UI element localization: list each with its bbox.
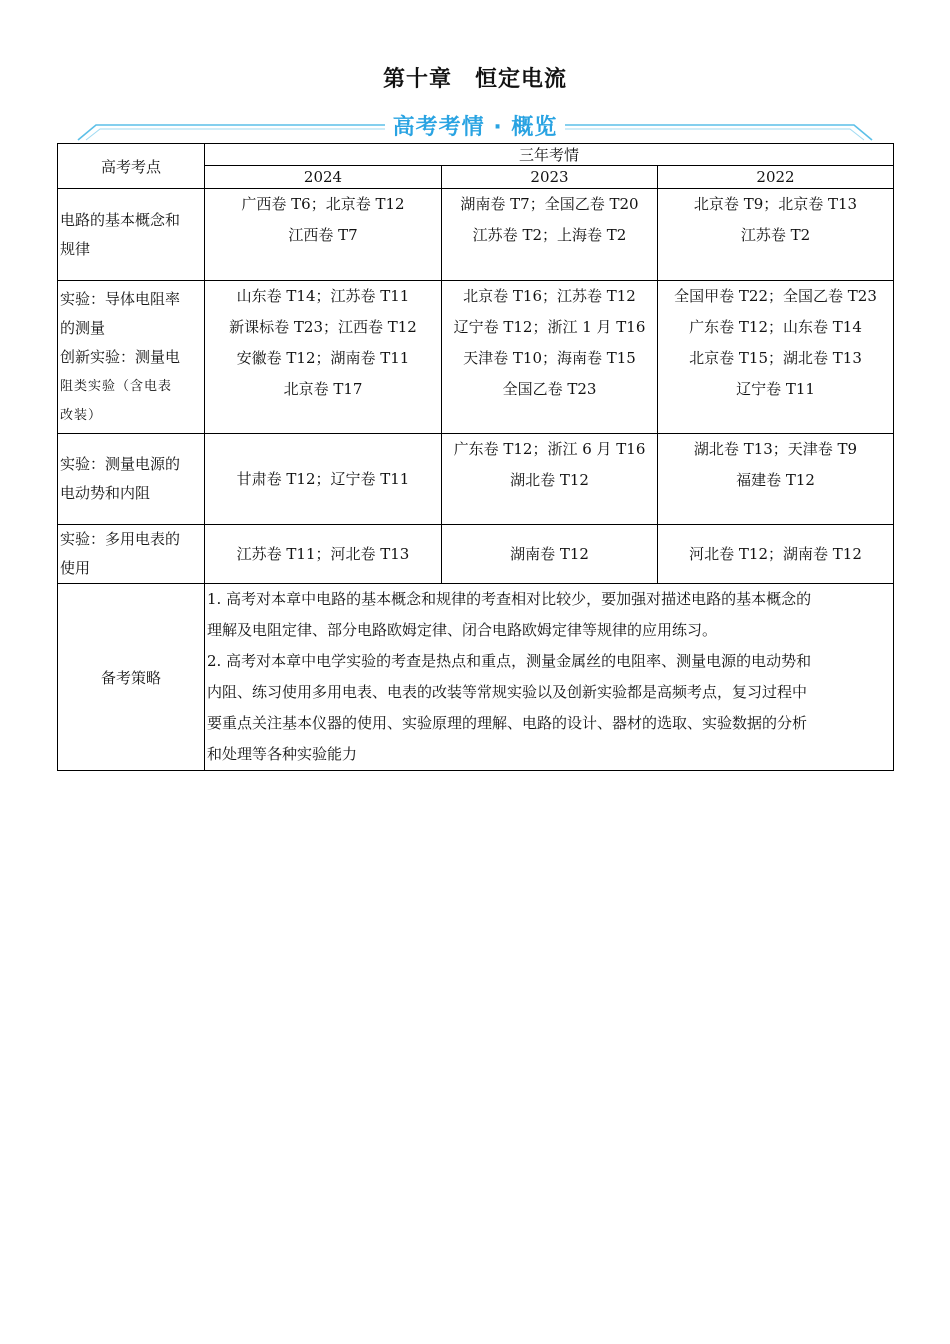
exam-overview-table xyxy=(57,143,894,771)
exam-entry: 福建卷 T12 xyxy=(736,471,815,489)
year-cell-2024 xyxy=(205,281,442,434)
exam-entry: 安徽卷 T12；湖南卷 T11 xyxy=(236,349,410,367)
table-row xyxy=(58,525,894,584)
exam-entry: 江苏卷 T11；河北卷 T13 xyxy=(236,544,410,563)
strategy-line: 要重点关注基本仪器的使用、实验原理的理解、电路的设计、器材的选取、实验数据的分析 xyxy=(207,714,808,732)
topic-line: 实验：测量电源的 xyxy=(60,455,181,473)
exam-entry: 新课标卷 T23；江西卷 T12 xyxy=(229,318,417,336)
overview-banner xyxy=(74,108,876,144)
exam-entry: 广西卷 T6；北京卷 T12 xyxy=(241,195,405,213)
strategy-text xyxy=(205,584,894,771)
year-cell-2024 xyxy=(205,525,442,584)
exam-entry: 辽宁卷 T12；浙江 1 月 T16 xyxy=(453,318,646,336)
exam-entry: 北京卷 T9；北京卷 T13 xyxy=(693,195,858,213)
table-row xyxy=(58,189,894,281)
exam-entry: 辽宁卷 T11 xyxy=(736,380,815,398)
year-cell-2023 xyxy=(442,434,658,525)
topic-cell xyxy=(58,434,205,525)
exam-entry: 湖南卷 T12 xyxy=(510,544,589,563)
banner-title: 高考考情 · 概览 xyxy=(385,115,566,140)
year-cell-2022 xyxy=(658,189,894,281)
exam-entry: 湖南卷 T7；全国乙卷 T20 xyxy=(460,195,639,213)
topic-line: 电路的基本概念和 xyxy=(60,210,181,229)
topic-line: 规律 xyxy=(60,239,91,258)
exam-entry: 湖北卷 T12 xyxy=(510,471,589,489)
topic-line: 使用 xyxy=(60,559,91,577)
topic-line: 实验：导体电阻率 xyxy=(60,289,181,308)
topic-line: 实验：多用电表的 xyxy=(60,530,181,548)
chapter-title: 第十章 恒定电流 xyxy=(382,67,567,92)
exam-entry: 江西卷 T7 xyxy=(288,226,358,244)
year-cell-2023 xyxy=(442,189,658,281)
strategy-line: 理解及电阻定律、部分电路欧姆定律、闭合电路欧姆定律等规律的应用练习。 xyxy=(207,621,718,639)
year-2024-header: 2024 xyxy=(205,166,442,189)
strategy-label: 备考策略 xyxy=(58,584,205,771)
exam-entry: 全国乙卷 T23 xyxy=(502,380,597,398)
exam-entry: 全国甲卷 T22；全国乙卷 T23 xyxy=(674,287,877,305)
year-cell-2022 xyxy=(658,525,894,584)
strategy-line: 和处理等各种实验能力 xyxy=(207,745,358,763)
year-2022-header: 2022 xyxy=(658,166,894,189)
year-cell-2024 xyxy=(205,189,442,281)
exam-entry: 北京卷 T17 xyxy=(283,380,363,398)
year-cell-2023 xyxy=(442,281,658,434)
topic-cell xyxy=(58,281,205,434)
year-cell-2024 xyxy=(205,434,442,525)
topic-line: 创新实验：测量电 xyxy=(60,347,181,366)
strategy-line: 1. 高考对本章中电路的基本概念和规律的考查相对比较少，要加强对描述电路的基本概念的 xyxy=(207,590,812,608)
topic-line: 改装） xyxy=(60,407,103,423)
exam-entry: 湖北卷 T13；天津卷 T9 xyxy=(693,440,858,458)
years-header: 三年考情 xyxy=(205,144,894,166)
strategy-line: 2. 高考对本章中电学实验的考查是热点和重点，测量金属丝的电阻率、测量电源的电动势和 xyxy=(207,652,812,670)
year-cell-2022 xyxy=(658,434,894,525)
topic-cell xyxy=(58,525,205,584)
exam-entry: 河北卷 T12；湖南卷 T12 xyxy=(689,544,862,563)
topic-header: 高考考点 xyxy=(58,144,205,189)
year-2023-header: 2023 xyxy=(442,166,658,189)
topic-cell xyxy=(58,189,205,281)
exam-entry: 甘肃卷 T12；辽宁卷 T11 xyxy=(236,469,410,488)
exam-entry: 山东卷 T14；江苏卷 T11 xyxy=(236,287,410,305)
exam-entry: 江苏卷 T2 xyxy=(740,226,811,244)
exam-entry: 广东卷 T12；山东卷 T14 xyxy=(689,318,862,336)
exam-entry: 江苏卷 T2；上海卷 T2 xyxy=(472,226,627,244)
topic-line: 的测量 xyxy=(60,318,106,337)
exam-entry: 北京卷 T15；湖北卷 T13 xyxy=(689,349,862,367)
year-cell-2022 xyxy=(658,281,894,434)
table-row xyxy=(58,434,894,525)
strategy-line: 内阻、练习使用多用电表、电表的改装等常规实验以及创新实验都是高频考点，复习过程中 xyxy=(207,683,808,701)
table-row xyxy=(58,281,894,434)
topic-line: 电动势和内阻 xyxy=(60,484,151,502)
topic-line: 阻类实验（含电表 xyxy=(60,378,173,394)
year-cell-2023 xyxy=(442,525,658,584)
exam-entry: 广东卷 T12；浙江 6 月 T16 xyxy=(453,440,646,458)
strategy-row xyxy=(58,584,894,771)
exam-entry: 天津卷 T10；海南卷 T15 xyxy=(463,349,636,367)
exam-entry: 北京卷 T16；江苏卷 T12 xyxy=(463,287,636,305)
